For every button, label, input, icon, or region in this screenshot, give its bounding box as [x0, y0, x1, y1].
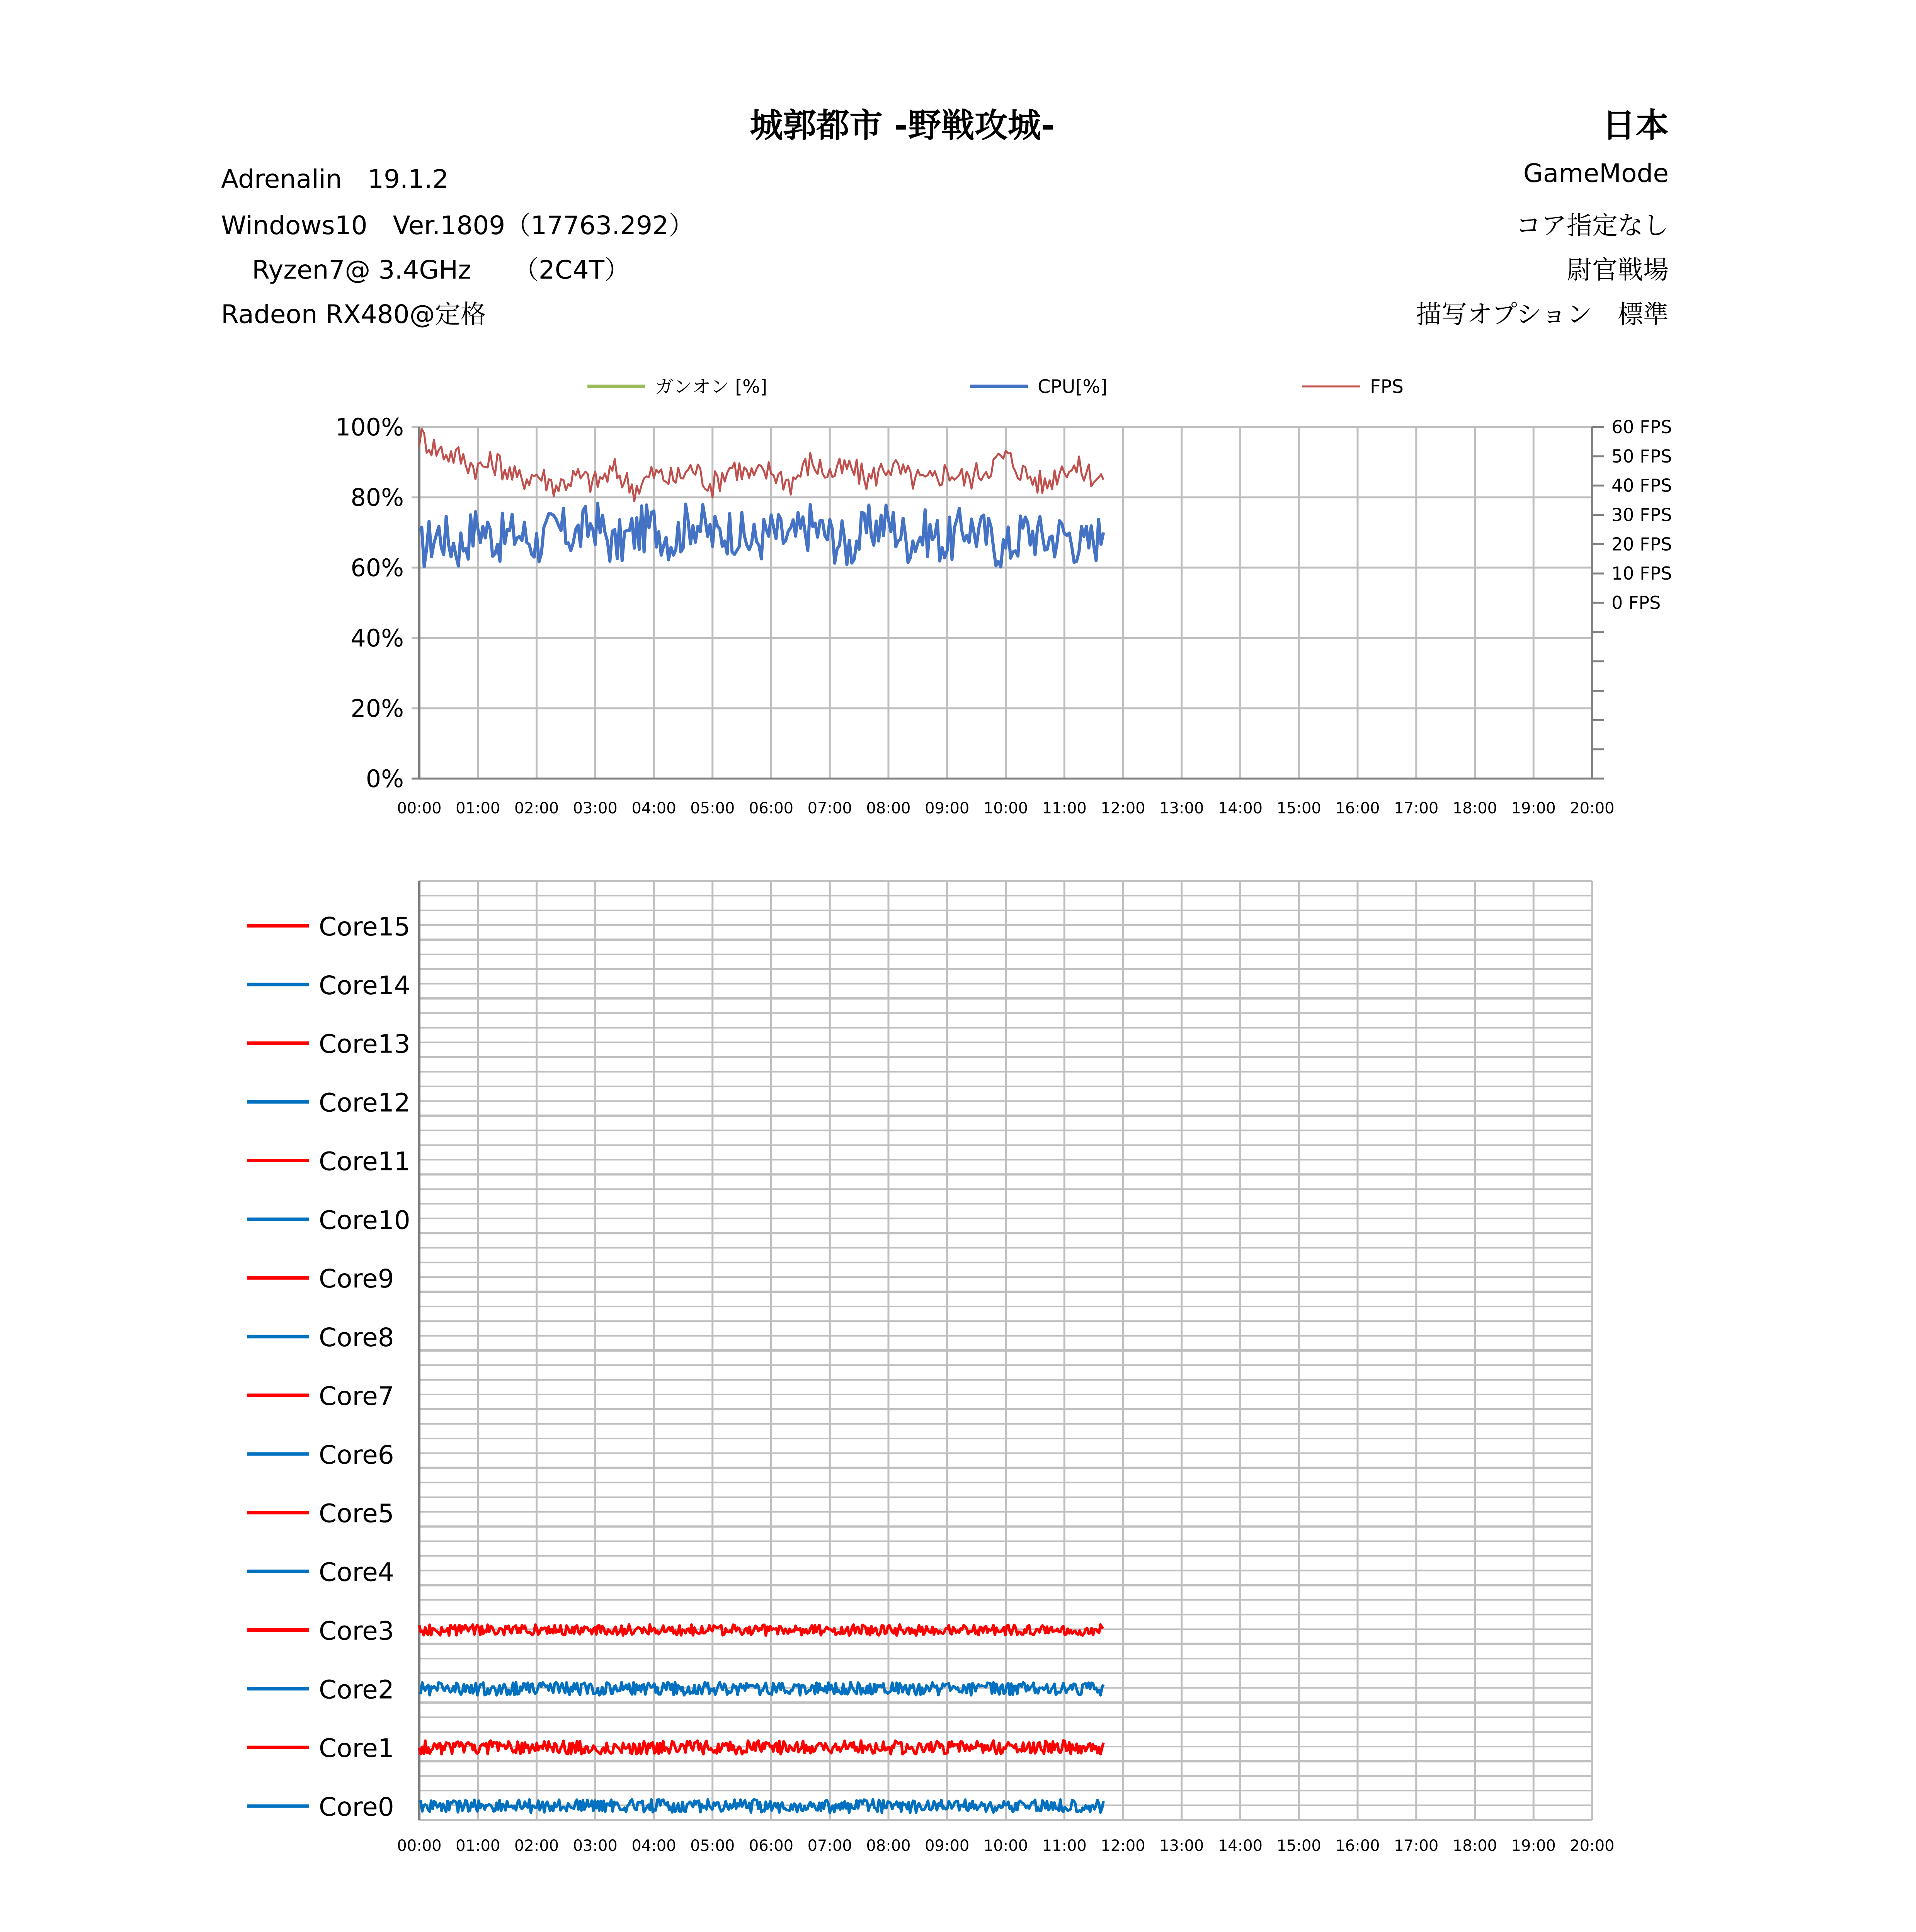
x-tick-label: 14:00	[1218, 799, 1263, 817]
y2-tick-label: 30 FPS	[1611, 504, 1672, 526]
core-assignment: コア指定なし	[1516, 211, 1669, 240]
y-tick-label: 100%	[335, 413, 404, 441]
x-tick-label: 01:00	[456, 799, 500, 817]
y-tick-label: 0%	[366, 765, 404, 793]
legend-label: Core2	[319, 1675, 394, 1705]
x-tick-label: 05:00	[690, 1837, 735, 1855]
x-tick-label: 12:00	[1101, 1837, 1145, 1855]
os-version: Windows10 Ver.1809（17763.292）	[221, 211, 694, 240]
y2-tick-label: 50 FPS	[1611, 446, 1672, 467]
x-tick-label: 14:00	[1218, 1837, 1263, 1855]
y-tick-label: 80%	[351, 483, 404, 512]
x-tick-label: 13:00	[1159, 1837, 1204, 1855]
x-tick-label: 16:00	[1335, 1837, 1380, 1855]
legend-label: Core9	[319, 1264, 394, 1294]
game-mode: GameMode	[1523, 158, 1669, 188]
x-tick-label: 11:00	[1042, 1837, 1087, 1855]
x-tick-label: 00:00	[397, 799, 442, 817]
legend-label: Core5	[319, 1498, 394, 1529]
page-title: 城郭都市 -野戦攻城-	[750, 106, 1055, 145]
x-tick-label: 05:00	[690, 799, 735, 817]
y2-tick-label: 60 FPS	[1611, 417, 1672, 437]
x-tick-label: 10:00	[983, 799, 1028, 817]
x-tick-label: 08:00	[866, 1837, 911, 1855]
x-tick-label: 01:00	[456, 1837, 500, 1855]
x-tick-label: 09:00	[925, 1837, 970, 1855]
x-tick-label: 07:00	[807, 1837, 852, 1855]
cpu-fps-time-chart	[0, 348, 1916, 850]
legend-label: Core10	[319, 1205, 410, 1235]
x-tick-label: 19:00	[1511, 1837, 1556, 1855]
gpu-spec: Radeon RX480@定格	[221, 299, 486, 329]
x-tick-label: 03:00	[573, 799, 618, 817]
x-tick-label: 16:00	[1335, 799, 1380, 817]
legend-label: Core12	[319, 1088, 410, 1118]
core0-series-line	[419, 1799, 1103, 1813]
legend-label: FPS	[1370, 376, 1404, 398]
cpu-series-line	[419, 503, 1103, 567]
x-tick-label: 03:00	[573, 1837, 618, 1855]
x-tick-label: 18:00	[1452, 1837, 1497, 1855]
legend-label: Core6	[319, 1440, 394, 1470]
legend-label: CPU[%]	[1038, 376, 1108, 398]
x-tick-label: 18:00	[1452, 799, 1497, 817]
x-tick-label: 20:00	[1570, 799, 1615, 817]
x-tick-label: 19:00	[1511, 799, 1556, 817]
x-tick-label: 09:00	[925, 799, 970, 817]
draw-option: 描写オプション 標準	[1416, 299, 1669, 329]
cpu-spec: Ryzen7@ 3.4GHz （2C4T）	[252, 255, 630, 285]
x-tick-label: 00:00	[397, 1837, 442, 1855]
x-tick-label: 17:00	[1394, 1837, 1439, 1855]
x-tick-label: 15:00	[1276, 1837, 1321, 1855]
x-tick-label: 17:00	[1394, 799, 1439, 817]
legend-label: Core1	[319, 1733, 394, 1764]
legend-label: Core0	[319, 1792, 394, 1822]
core1-series-line	[419, 1741, 1103, 1754]
legend-label: Core4	[319, 1557, 394, 1587]
legend-label: Core13	[319, 1029, 410, 1059]
x-tick-label: 02:00	[514, 799, 559, 817]
core-usage-chart	[0, 873, 1916, 1909]
legend-label: Core11	[319, 1146, 410, 1177]
legend-label: Core15	[319, 912, 410, 942]
x-tick-label: 07:00	[807, 799, 852, 817]
x-tick-label: 15:00	[1276, 799, 1321, 817]
x-tick-label: 06:00	[749, 1837, 794, 1855]
legend-label: Core14	[319, 970, 410, 1000]
x-tick-label: 02:00	[514, 1837, 559, 1855]
y2-tick-label: 0 FPS	[1611, 592, 1661, 613]
x-tick-label: 20:00	[1570, 1837, 1615, 1855]
legend-label: ガンオン [%]	[655, 376, 767, 398]
x-tick-label: 12:00	[1101, 799, 1145, 817]
y-tick-label: 60%	[351, 554, 404, 582]
core3-series-line	[419, 1624, 1103, 1635]
battlefield: 尉官戦場	[1567, 255, 1669, 285]
y2-tick-label: 40 FPS	[1611, 475, 1672, 496]
y2-tick-label: 10 FPS	[1611, 563, 1672, 584]
x-tick-label: 13:00	[1159, 799, 1204, 817]
x-tick-label: 11:00	[1042, 799, 1087, 817]
legend-label: Core3	[319, 1616, 394, 1646]
driver-version: Adrenalin 19.1.2	[221, 164, 449, 194]
region-label: 日本	[1602, 106, 1669, 145]
x-tick-label: 04:00	[631, 799, 676, 817]
legend-label: Core7	[319, 1381, 394, 1411]
x-tick-label: 04:00	[631, 1837, 676, 1855]
y2-tick-label: 20 FPS	[1611, 534, 1672, 555]
legend-label: Core8	[319, 1323, 394, 1353]
x-tick-label: 08:00	[866, 799, 911, 817]
x-tick-label: 10:00	[983, 1837, 1028, 1855]
core2-series-line	[419, 1682, 1103, 1695]
y-tick-label: 40%	[351, 624, 404, 652]
fps-series-line	[419, 429, 1103, 502]
x-tick-label: 06:00	[749, 799, 794, 817]
y-tick-label: 20%	[351, 694, 404, 723]
